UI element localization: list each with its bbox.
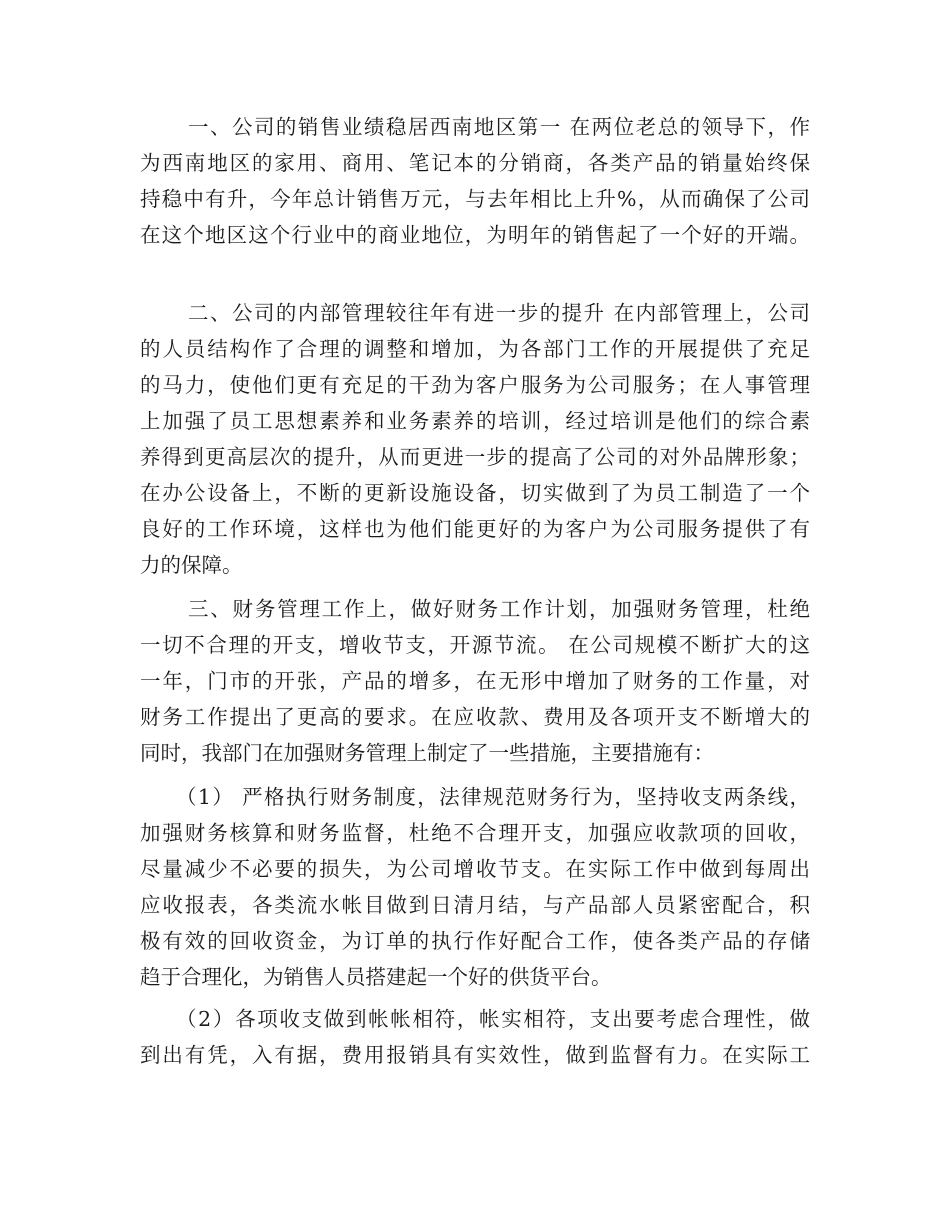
section3-line-3: 一年，门市的开张，产品的增多，在无形中增加了财务的工作量，对 — [140, 669, 810, 693]
section3-line-2: 一切不合理的开支，增收节支，开源节流。 在公司规模不断扩大的这 — [140, 633, 810, 657]
item2-line-2: 到出有凭，入有据，费用报销具有实效性，做到监督有力。在实际工 — [140, 1043, 810, 1067]
section2-line-7: 良好的工作环境，这样也为他们能更好的为客户为公司服务提供了有 — [140, 517, 810, 541]
section1-line-4: 在这个地区这个行业中的商业地位，为明年的销售起了一个好的开端。 — [140, 223, 810, 247]
section2-line-1: 二、公司的内部管理较往年有进一步的提升 在内部管理上，公司 — [188, 301, 810, 325]
item1-line-4: 应收报表，各类流水帐目做到日清月结，与产品部人员紧密配合，积 — [140, 893, 810, 917]
section1-line-3: 持稳中有升，今年总计销售万元，与去年相比上升%，从而确保了公司 — [140, 187, 810, 211]
item1-line-3: 尽量减少不必要的损失，为公司增收节支。在实际工作中做到每周出 — [140, 857, 810, 881]
section1-line-1: 一、公司的销售业绩稳居西南地区第一 在两位老总的领导下，作 — [188, 115, 810, 139]
section3-line-5: 同时，我部门在加强财务管理上制定了一些措施，主要措施有： — [140, 741, 714, 765]
section3-line-4: 财务工作提出了更高的要求。在应收款、费用及各项开支不断增大的 — [140, 705, 810, 729]
section1-line-2: 为西南地区的家用、商用、笔记本的分销商，各类产品的销量始终保 — [140, 151, 810, 175]
item1-line-5: 极有效的回收资金，为订单的执行作好配合工作，使各类产品的存储 — [140, 929, 810, 953]
section2-line-5: 养得到更高层次的提升，从而更进一步的提高了公司的对外品牌形象； — [140, 445, 810, 469]
section2-line-2: 的人员结构作了合理的调整和增加，为各部门工作的开展提供了充足 — [140, 337, 810, 361]
item2-line-1: （2）各项收支做到帐帐相符，帐实相符，支出要考虑合理性，做 — [176, 1007, 810, 1031]
item1-line-2: 加强财务核算和财务监督，杜绝不合理开支，加强应收款项的回收， — [140, 821, 810, 845]
section2-line-8: 力的保障。 — [140, 553, 243, 577]
section2-line-3: 的马力，使他们更有充足的干劲为客户服务为公司服务；在人事管理 — [140, 373, 810, 397]
section2-line-6: 在办公设备上，不断的更新设施设备，切实做到了为员工制造了一个 — [140, 481, 810, 505]
section3-line-1: 三、财务管理工作上，做好财务工作计划，加强财务管理，杜绝 — [188, 597, 810, 621]
section2-line-4: 上加强了员工思想素养和业务素养的培训，经过培训是他们的综合素 — [140, 409, 810, 433]
item1-line-6: 趋于合理化，为销售人员搭建起一个好的供货平台。 — [140, 965, 612, 989]
item1-line-1: （1） 严格执行财务制度，法律规范财务行为，坚持收支两条线， — [176, 785, 810, 809]
